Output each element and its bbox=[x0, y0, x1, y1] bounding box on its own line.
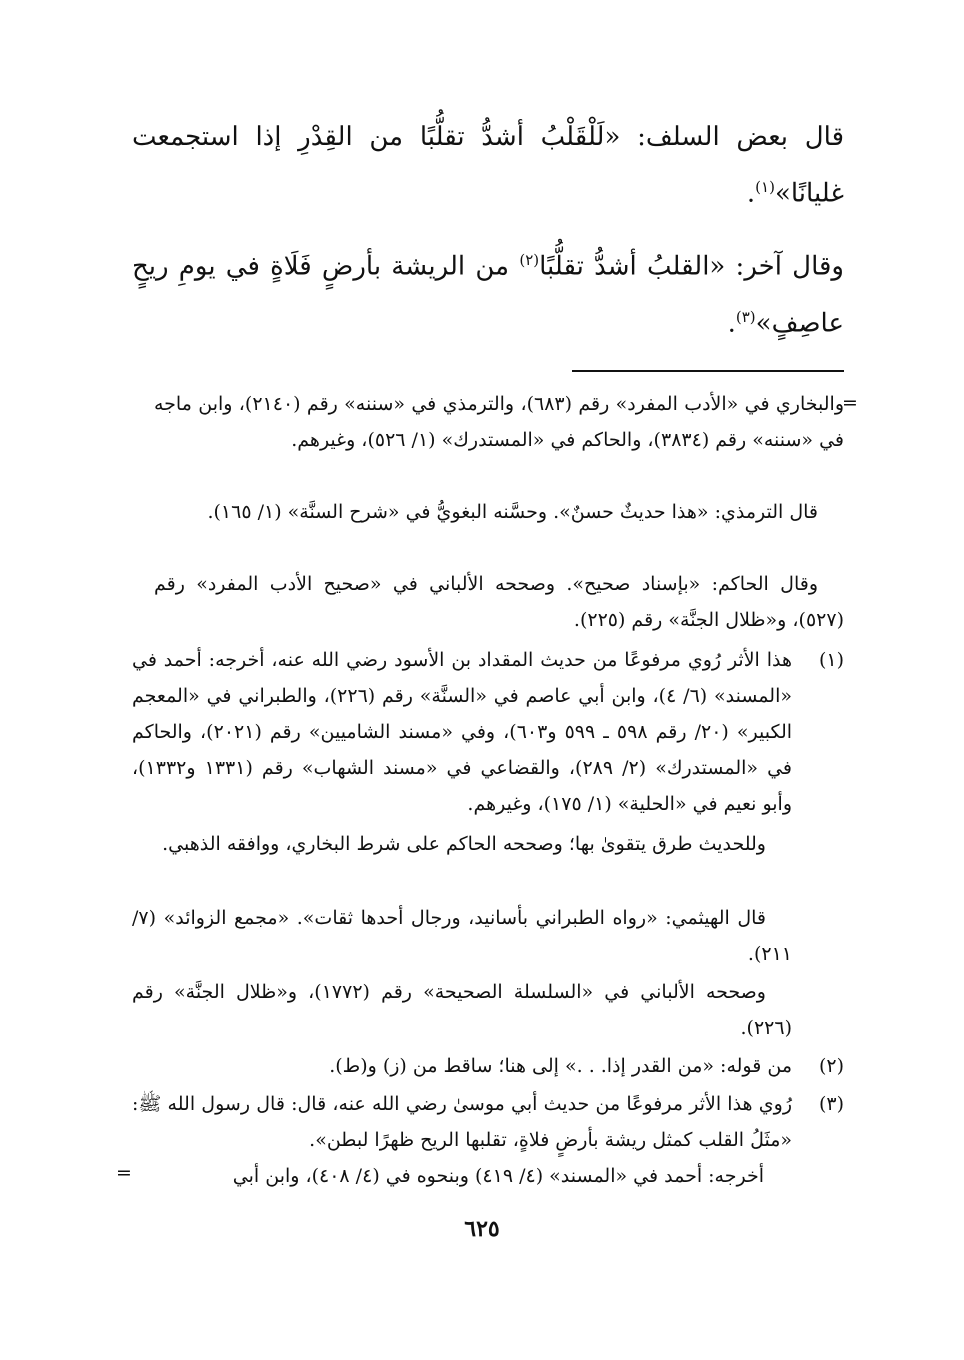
footnote-3-number: (٣) bbox=[818, 1093, 844, 1115]
footnote-continuation-para-1: والبخاري في «الأدب المفرد» رقم (٦٨٣)، والترمذي في «سننه» رقم (٢١٤٠)، وابن ماجه في «سننه» رقم (٣٨٣٤)، والحاكم في «المستدرك» (١/ ٥٢٦)، وغيرهم. bbox=[154, 393, 844, 451]
footnote-2-text: من قوله: «من القدر إذا. . .» إلى هنا؛ ساقط من (ز) و(ط). bbox=[329, 1055, 792, 1077]
page-number: ٦٢٥ bbox=[464, 1216, 500, 1242]
main-paragraph-1 bbox=[132, 112, 844, 219]
footnote-1-para-3: قال الهيثمي: «رواه الطبراني بأسانيد، ورجال أحدها ثقات». «مجمع الزوائد» (٧/ ٢١١). bbox=[132, 907, 792, 965]
main-paragraph-2 bbox=[132, 235, 844, 348]
main-paragraph-1-text: قال بعض السلف: «لَلْقَلْبُ أشدُّ تقلُّبًا من القِدْرِ إذا استجمعت غليانًا» bbox=[132, 122, 844, 209]
footnote-continuation-para-3: وقال الحاكم: «بإسناد صحيح». وصححه الألباني في «صحيح الأدب المفرد» رقم (٥٢٧)، و«ظلال الجنَّة» رقم (٢٢٥). bbox=[154, 573, 844, 631]
footnote-ref-1: (١) bbox=[755, 178, 775, 196]
footnote-3-text: رُوي هذا الأثر مرفوعًا من حديث أبي موسىٰ رضي الله عنه، قال: قال رسول الله ﷺ: «مثَلُ القلب كمثل ريشة بأرضٍ فلاةٍ، تقلبها الريح ظهرًا لبطن». bbox=[132, 1093, 792, 1151]
footnote-1-para-2: وللحديث طرق يتقوىٰ بها؛ وصححه الحاكم على شرط البخاري، ووافقه الذهبي. bbox=[162, 833, 766, 855]
footnote-3-para-2: أخرجه: أحمد في «المسند» (٤/ ٤١٩) وبنحوه في (٤/ ٤٠٨)، وابن أبي bbox=[232, 1165, 764, 1187]
main-paragraph-2-text-a: وقال آخر: «القلبُ أشدُّ تقلُّبًا bbox=[539, 251, 844, 282]
footnote-1-para-1: هذا الأثر رُوي مرفوعًا من حديث المقداد بن الأسود رضي الله عنه، أخرجه: أحمد في «المسند» (٦/ ٤)، وابن أبي عاصم في «السنَّة» رقم (٢٢٦)، والطبراني في «المعجم الكبير» (٢٠/ رقم ٥٩٨ ـ ٥٩٩ و٦٠٣)، وفي «مسند الشاميين» رقم (٢٠٢١)، والحاكم في «المستدرك» (٢/ ٢٨٩)، والقضاعي في «مسند الشهاب» رقم (١٣٣١ و١٣٣٢)، وأبو نعيم في «الحلية» (١/ ١٧٥)، وغيرهم. bbox=[132, 649, 793, 815]
main-paragraph-2-text-b: من الريشة بأرضٍ فَلَاةٍ في يومِ ريحٍ عاصِفٍ» bbox=[132, 251, 844, 339]
continuation-mark: = bbox=[842, 392, 858, 414]
footnote-1-para-4: وصححه الألباني في «السلسلة الصحيحة» رقم (١٧٧٢)، و«ظلال الجنَّة» رقم (٢٢٦). bbox=[132, 981, 792, 1039]
footnote-ref-3: (٣) bbox=[735, 307, 756, 326]
footnote-continuation-para-2: قال الترمذي: «هذا حديثٌ حسنٌ». وحسَّنه البغويُّ في «شرح السنَّة» (١/ ١٦٥). bbox=[207, 501, 818, 523]
footnote-divider bbox=[572, 370, 844, 372]
footnote-ref-2: (٢) bbox=[519, 251, 540, 269]
main-paragraph-1-end: . bbox=[746, 178, 756, 209]
footnote-2-number: (٢) bbox=[818, 1055, 844, 1077]
continued-mark: = bbox=[116, 1162, 132, 1184]
footnote-1-number: (١) bbox=[818, 649, 844, 671]
main-paragraph-2-end: . bbox=[727, 308, 736, 339]
